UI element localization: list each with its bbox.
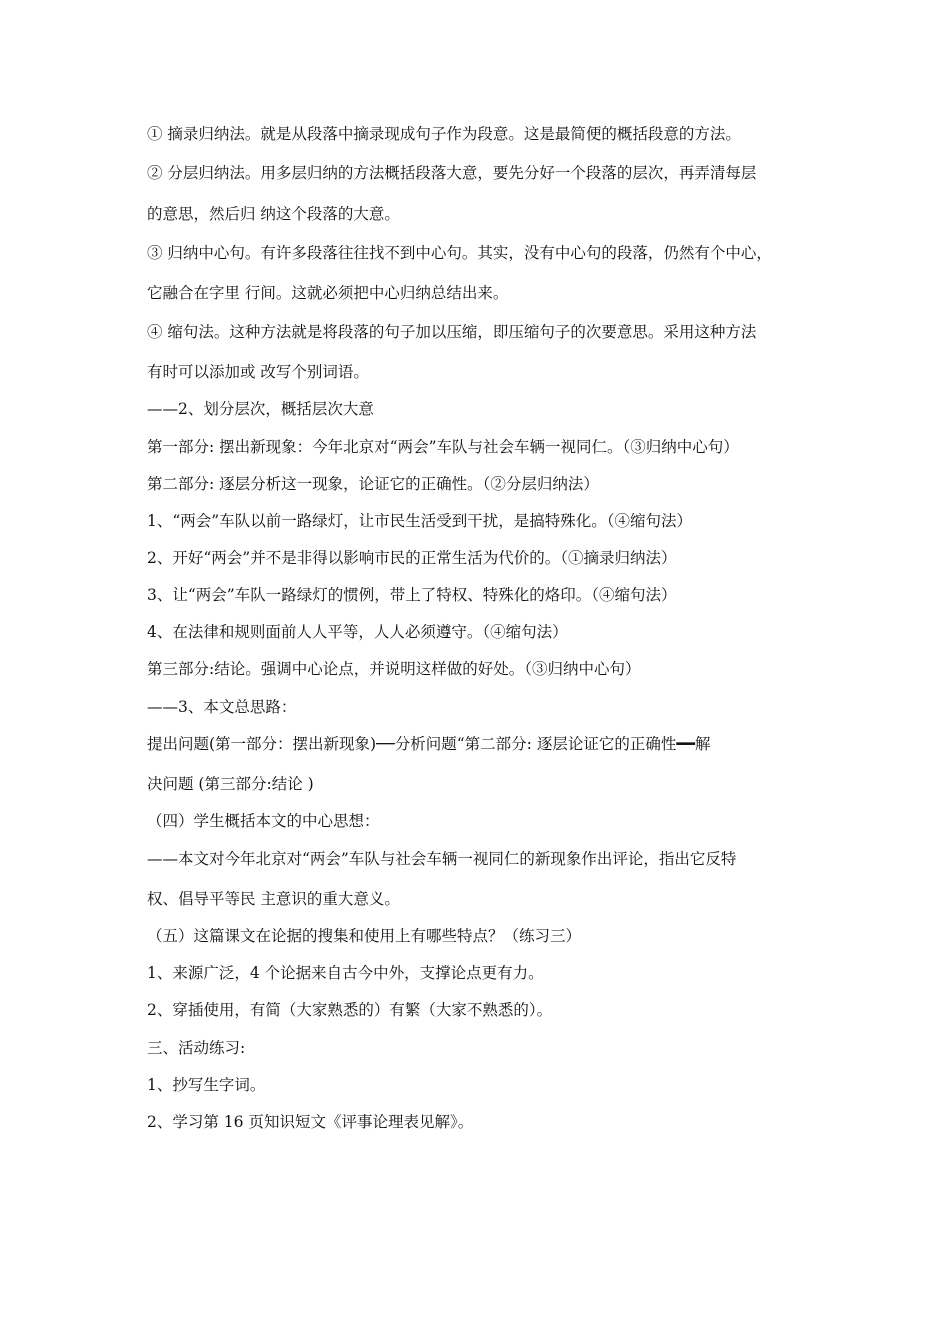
point-3: 3、让“两会”车队一路绿灯的惯例，带上了特权、特殊化的烙印。（④缩句法） <box>147 586 677 604</box>
evidence-point-1: 1、来源广泛，4 个论据来自古今中外，支撑论点更有力。 <box>147 964 544 982</box>
exercise-2: 2、学习第 16 页知识短文《评事论理表见解》。 <box>147 1113 474 1131</box>
method-condense-2: 有时可以添加或 改写个别词语。 <box>147 363 369 381</box>
section-heading-exercises: 三、活动练习: <box>147 1039 246 1057</box>
exercise-1: 1、抄写生字词。 <box>147 1076 266 1094</box>
central-idea-1: ——本文对今年北京对“两会”车队与社会车辆一视同仁的新现象作出评论，指出它反特 <box>147 850 737 868</box>
method-layered-1: ② 分层归纳法。用多层归纳的方法概括段落大意，要先分好一个段落的层次，再弄清每层 <box>147 164 757 182</box>
point-1: 1、“两会”车队以前一路绿灯，让市民生活受到干扰，是搞特殊化。（④缩句法） <box>147 512 692 530</box>
part-one: 第一部分: 摆出新现象：今年北京对“两会”车队与社会车辆一视同仁。（③归纳中心句） <box>147 438 739 456</box>
outline-line-1: 提出问题(第一部分：摆出新现象)──分析问题“第二部分: 逐层论证它的正确性━━解 <box>147 735 711 753</box>
point-4: 4、在法律和规则面前人人平等，人人必须遵守。（④缩句法） <box>147 623 568 641</box>
part-two: 第二部分: 逐层分析这一现象，论证它的正确性。（②分层归纳法） <box>147 475 599 493</box>
section-heading-outline: ——3、本文总思路： <box>147 698 297 716</box>
method-condense-1: ④ 缩句法。这种方法就是将段落的句子加以压缩，即压缩句子的次要意思。采用这种方法 <box>147 323 757 341</box>
section-heading-layers: ——2、划分层次，概括层次大意 <box>147 400 374 418</box>
method-layered-2: 的意思，然后归 纳这个段落的大意。 <box>147 205 400 223</box>
method-excerpt: ① 摘录归纳法。就是从段落中摘录现成句子作为段意。这是最简便的概括段意的方法。 <box>147 125 741 143</box>
part-three: 第三部分:结论。强调中心论点，并说明这样做的好处。（③归纳中心句） <box>147 660 641 678</box>
outline-line-2: 决问题 (第三部分:结论 ) <box>147 775 314 793</box>
evidence-point-2: 2、穿插使用，有简（大家熟悉的）有繁（大家不熟悉的）。 <box>147 1001 553 1019</box>
section-heading-central-idea: （四）学生概括本文的中心思想： <box>147 812 380 830</box>
point-2: 2、开好“两会”并不是非得以影响市民的正常生活为代价的。（①摘录归纳法） <box>147 549 677 567</box>
section-heading-evidence: （五）这篇课文在论据的搜集和使用上有哪些特点？（练习三） <box>147 927 582 945</box>
central-idea-2: 权、倡导平等民 主意识的重大意义。 <box>147 890 400 908</box>
method-central-1: ③ 归纳中心句。有许多段落往往找不到中心句。其实，没有中心句的段落，仍然有个中心， <box>147 244 772 262</box>
method-central-2: 它融合在字里 行间。这就必须把中心归纳总结出来。 <box>147 284 509 302</box>
